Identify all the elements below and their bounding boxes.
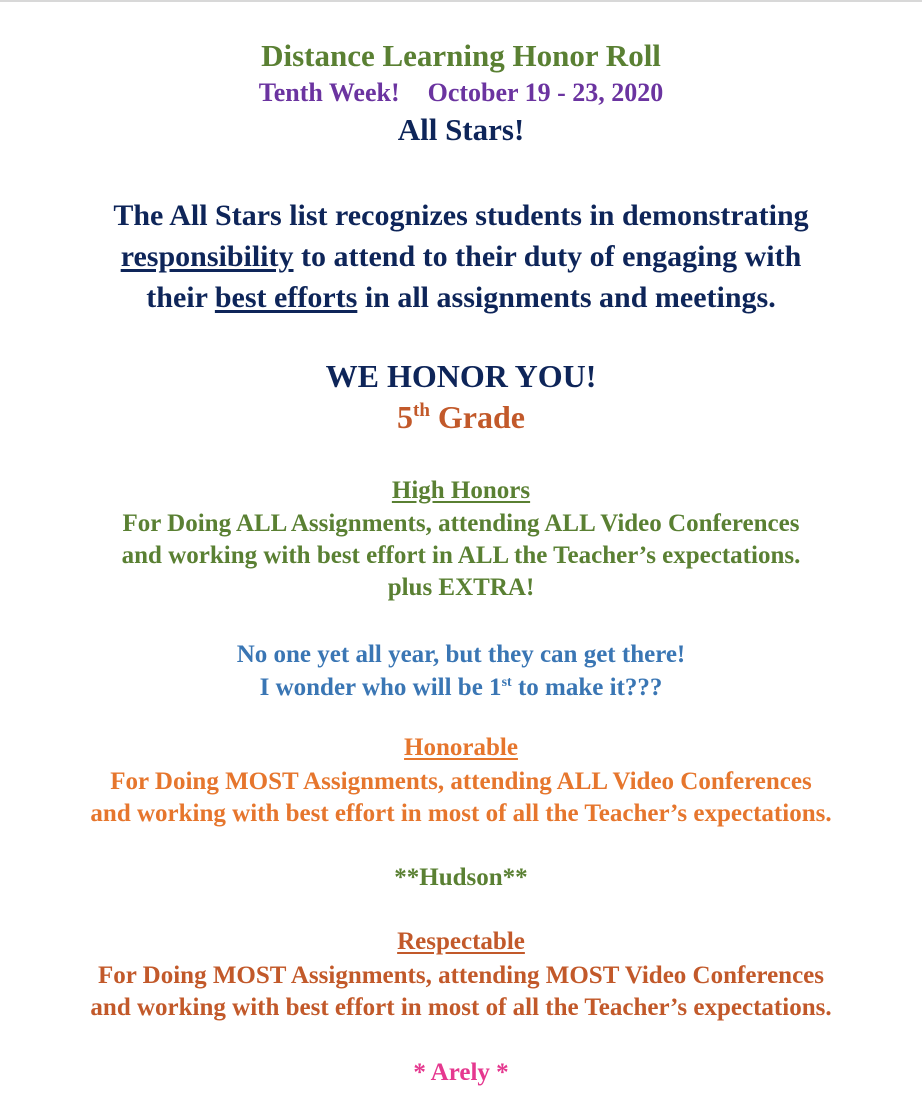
high-honors-description [0, 508, 922, 604]
grade-heading [0, 399, 922, 436]
high-honors-line-3: plus EXTRA! [387, 574, 535, 601]
respectable-line-1: For Doing MOST Assignments, attending MOST Video Conferences [98, 962, 824, 989]
grade-number: 5 [397, 399, 413, 435]
respectable-line-2: and working with best effort in most of all the Teacher’s expectations. [90, 994, 832, 1021]
high-honors-note [0, 638, 922, 704]
respectable-heading [0, 928, 922, 956]
note-ordinal: st [501, 675, 512, 690]
grade-suffix: th [413, 400, 430, 421]
intro-line-3 [0, 277, 922, 318]
high-honors-line-2: and working with best effort in ALL the Teacher’s expectations. [121, 542, 801, 569]
date-range: October 19 - 23, 2020 [427, 78, 664, 107]
high-honors-line-1: For Doing ALL Assignments, attending ALL Video Conferences [122, 510, 800, 537]
intro-line-3-rest: in all assignments and meetings. [357, 281, 776, 314]
honor-heading: WE HONOR YOU! [325, 358, 597, 394]
grade-word: Grade [429, 399, 525, 435]
intro-paragraph [0, 195, 922, 318]
top-border [0, 0, 922, 2]
note-line-1: No one yet all year, but they can get there! [236, 641, 686, 668]
honorable-student: **Hudson** [394, 864, 528, 891]
honorable-line-2: and working with best effort in most of all the Teacher’s expectations. [90, 800, 832, 827]
note-line-2-end: to make it??? [511, 674, 663, 701]
respectable-label: Respectable [397, 928, 525, 955]
week-label: Tenth Week! [258, 78, 400, 107]
honorable-heading [0, 734, 922, 762]
responsibility-underlined: responsibility [120, 240, 294, 273]
intro-line-1: The All Stars list recognizes students in demonstrating [113, 199, 809, 232]
high-honors-heading [0, 477, 922, 505]
honorable-description [0, 766, 922, 830]
document-title: Distance Learning Honor Roll [261, 38, 661, 73]
intro-line-2 [0, 236, 922, 277]
note-line-2 [0, 671, 922, 704]
note-line-2-start: I wonder who will be 1 [259, 674, 502, 701]
best-efforts-underlined: best efforts [214, 281, 358, 314]
high-honors-label: High Honors [391, 477, 531, 504]
respectable-description [0, 960, 922, 1024]
respectable-student: * Arely * [413, 1059, 509, 1086]
week-line [0, 78, 922, 108]
intro-line-3-start: their [146, 281, 215, 314]
list-name: All Stars! [397, 112, 525, 147]
honorable-label: Honorable [404, 734, 518, 761]
honorable-line-1: For Doing MOST Assignments, attending ALL Video Conferences [110, 768, 812, 795]
intro-line-2-rest: to attend to their duty of engaging with [293, 240, 802, 273]
